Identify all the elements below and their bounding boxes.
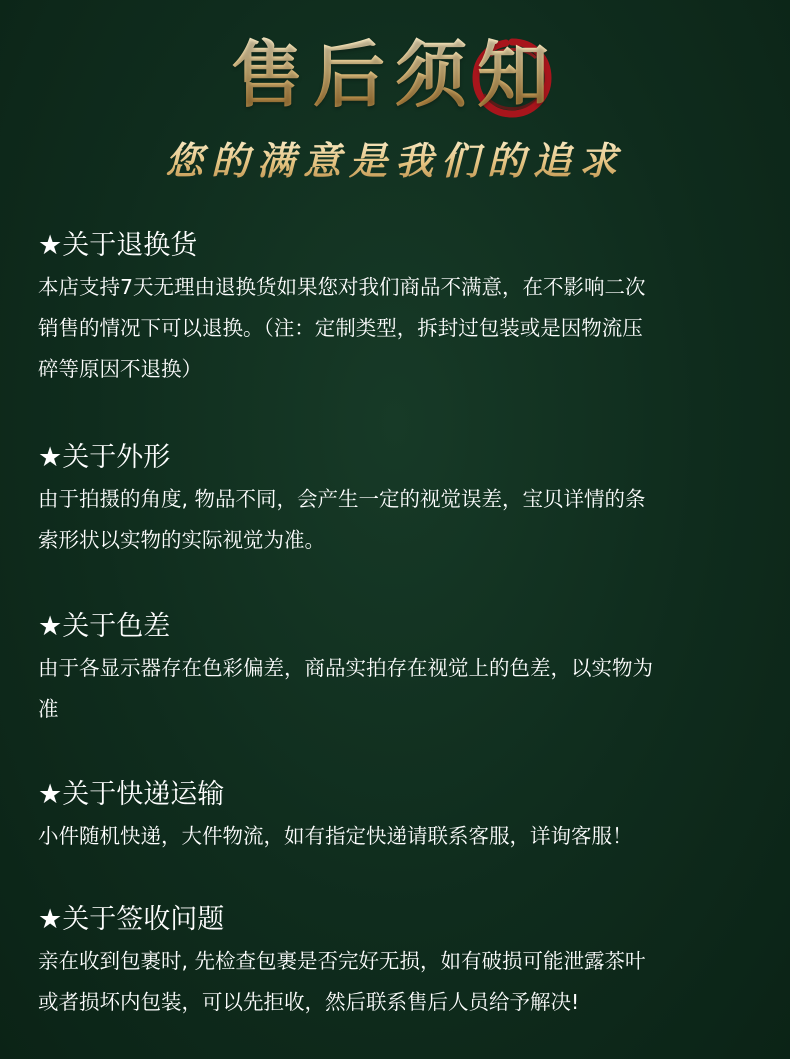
section-body	[38, 816, 768, 857]
body-line: 准	[38, 697, 59, 721]
body-line: 亲在收到包裹时, 先检查包裹是否完好无损，如有破损可能泄露茶叶	[38, 949, 646, 973]
section-returns	[38, 228, 768, 390]
body-line: 由于拍摄的角度, 物品不同，会产生一定的视觉误差，宝贝详情的条	[38, 487, 646, 511]
section-receipt	[38, 902, 768, 1023]
body-line: 索形状以实物的实际视觉为准。	[38, 528, 325, 552]
body-line: 由于各显示器存在色彩偏差，商品实拍存在视觉上的色差，以实物为	[38, 656, 653, 680]
section-appearance	[38, 440, 768, 561]
section-body	[38, 648, 768, 730]
section-heading: ★关于外形	[38, 442, 171, 473]
section-color-difference	[38, 609, 768, 730]
section-heading: ★关于色差	[38, 611, 171, 642]
section-shipping	[38, 777, 768, 857]
body-line: 或者损坏内包装，可以先拒收，然后联系售后人员给予解决!	[38, 990, 580, 1014]
section-body	[38, 479, 768, 561]
section-heading: ★关于快递运输	[38, 779, 225, 810]
section-body	[38, 941, 768, 1023]
header	[0, 0, 790, 210]
section-heading: ★关于退换货	[38, 230, 198, 261]
body-line: 碎等原因不退换）	[38, 357, 202, 381]
body-line: 销售的情况下可以退换。（注：定制类型，拆封过包装或是因物流压	[38, 316, 643, 340]
page-title: 售后须知	[0, 30, 790, 120]
page-subtitle: 您的满意是我们的追求	[0, 136, 790, 186]
body-line: 本店支持7天无理由退换货如果您对我们商品不满意，在不影响二次	[38, 275, 646, 299]
section-body	[38, 267, 768, 390]
section-heading: ★关于签收问题	[38, 904, 225, 935]
body-line: 小件随机快递，大件物流，如有指定快递请联系客服，详询客服！	[38, 824, 633, 848]
